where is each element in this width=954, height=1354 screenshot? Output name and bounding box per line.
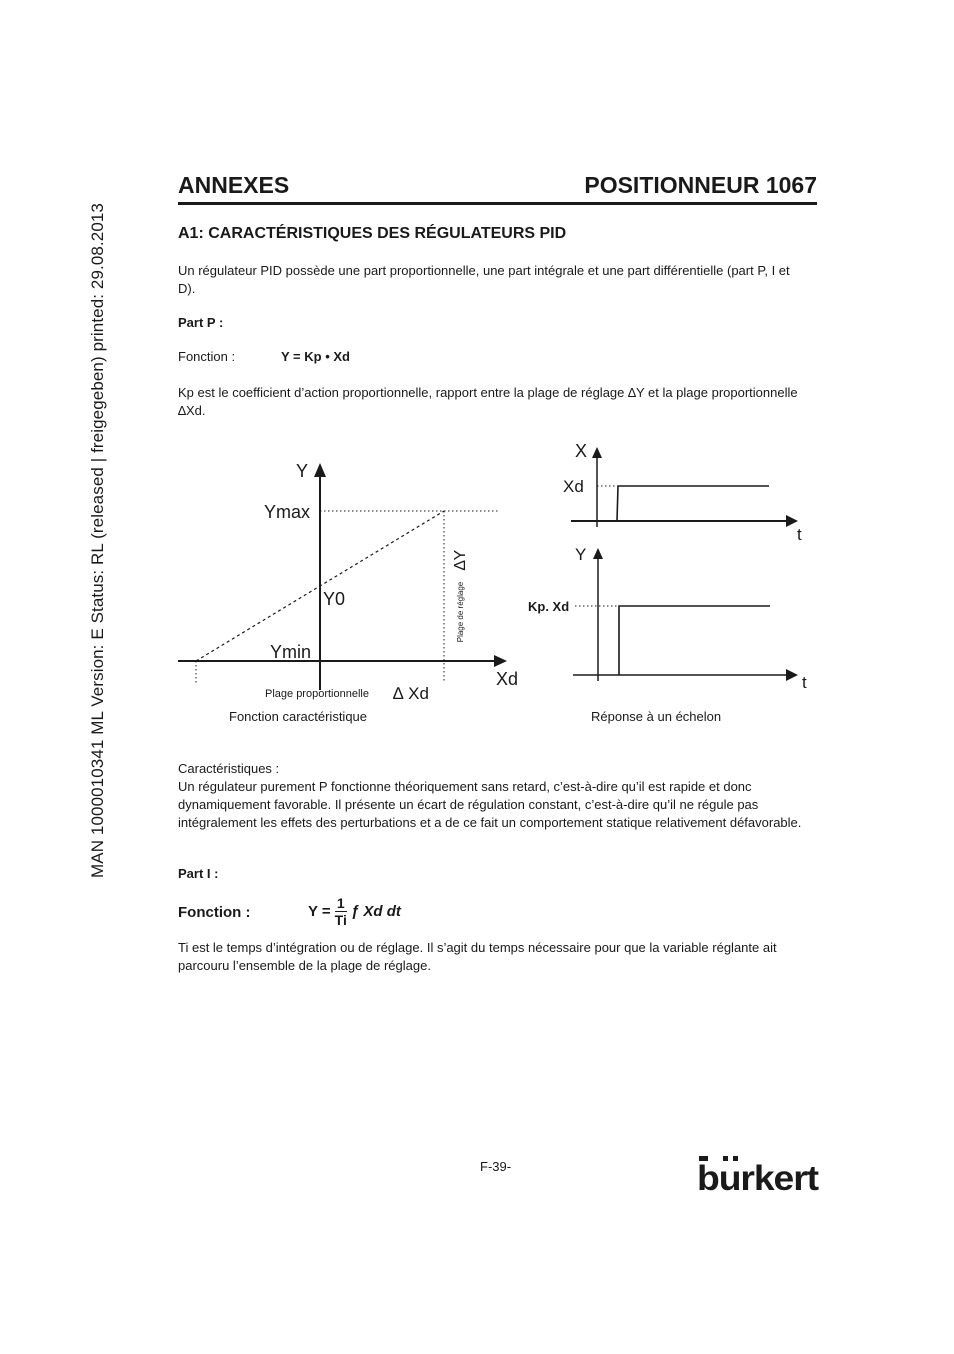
left-caption: Fonction caractéristique	[229, 709, 368, 724]
right-caption: Réponse à un échelon	[591, 709, 722, 724]
delta-xd-label: ∆ Xd	[393, 684, 429, 703]
formula-lhs: Y =	[308, 902, 331, 920]
left-x-axis-arrow	[494, 655, 507, 667]
part-i-function-label: Fonction :	[178, 904, 251, 921]
right-bottom-x-axis-arrow	[786, 669, 798, 681]
delta-y-label: ∆Y	[452, 549, 469, 571]
burkert-logo	[696, 1150, 820, 1194]
formula-denominator: Ti	[334, 912, 347, 928]
ymax-label: Ymax	[264, 502, 311, 522]
characteristics-text: Un régulateur purement P fonctionne théoriquement sans retard, c’est-à-dire qu’il est rapide et donc dynamiquement favorable. Il présente un écart de régulation constant, c’est-à-dire qu’il ne régule pas intégralement les effets des perturbations et a de ce fait un comportement statique relativement défavorable.	[178, 779, 802, 830]
left-x-axis-label: Xd	[496, 669, 519, 689]
xd-step-label: Xd	[563, 477, 584, 496]
right-bottom-y-axis-arrow	[593, 548, 603, 559]
diagram-step-response	[528, 545, 807, 724]
diagram-characteristic	[178, 461, 518, 724]
plage-proportionnelle-label: Plage proportionnelle	[265, 688, 369, 700]
part-i-formula	[308, 896, 401, 928]
formula-fraction	[335, 896, 347, 928]
part-p-description: Kp est le coefficient d’action proportionnelle, rapport entre la plage de réglage ∆Y et la plage proportionnelle ∆Xd.	[178, 385, 798, 418]
kp-xd-label: Kp. Xd	[528, 599, 570, 614]
t-bottom-label: t	[802, 673, 807, 692]
y0-label: Y0	[323, 589, 346, 609]
part-p-function: Y = Kp • Xd	[281, 349, 350, 364]
step-response-line	[619, 606, 770, 675]
header-title-right: POSITIONNEUR 1067	[584, 172, 817, 198]
left-y-axis-arrow	[314, 463, 326, 477]
t-top-label: t	[797, 525, 802, 544]
svg-text:burkert: burkert	[697, 1159, 820, 1194]
part-i-heading: Part I :	[178, 866, 219, 881]
header-title-left: ANNEXES	[178, 172, 290, 198]
page-number: F-39-	[480, 1159, 512, 1174]
part-i-description: Ti est le temps d’intégration ou de réglage. Il s’agit du temps nécessaire pour que la variable réglante ait parcouru l’ensemble de la plage de réglage.	[178, 940, 777, 973]
side-print-info: MAN 1000010341 ML Version: E Status: RL (released | freigegeben) printed: 29.08.2013	[88, 203, 107, 878]
part-p-heading: Part P :	[178, 315, 224, 330]
right-bottom-y-label: Y	[575, 545, 587, 564]
right-top-x-label: X	[575, 441, 588, 461]
plage-reglage-label: Plage de réglage	[456, 581, 465, 643]
part-p-function-label: Fonction :	[178, 349, 236, 364]
right-top-y-axis-arrow	[592, 447, 602, 458]
step-input-line	[617, 486, 769, 521]
formula-rhs: ƒ Xd dt	[350, 902, 401, 920]
section-title: A1: CARACTÉRISTIQUES DES RÉGULATEURS PID	[178, 225, 567, 242]
intro-paragraph: Un régulateur PID possède une part proportionnelle, une part intégrale et une part différentielle (part P, I et D).	[178, 263, 790, 296]
formula-numerator: 1	[335, 896, 347, 912]
characteristics-heading: Caractéristiques :	[178, 761, 280, 776]
diagram-step-input	[563, 441, 802, 544]
left-y-axis-label: Y	[296, 461, 309, 481]
ymin-label: Ymin	[270, 642, 312, 662]
